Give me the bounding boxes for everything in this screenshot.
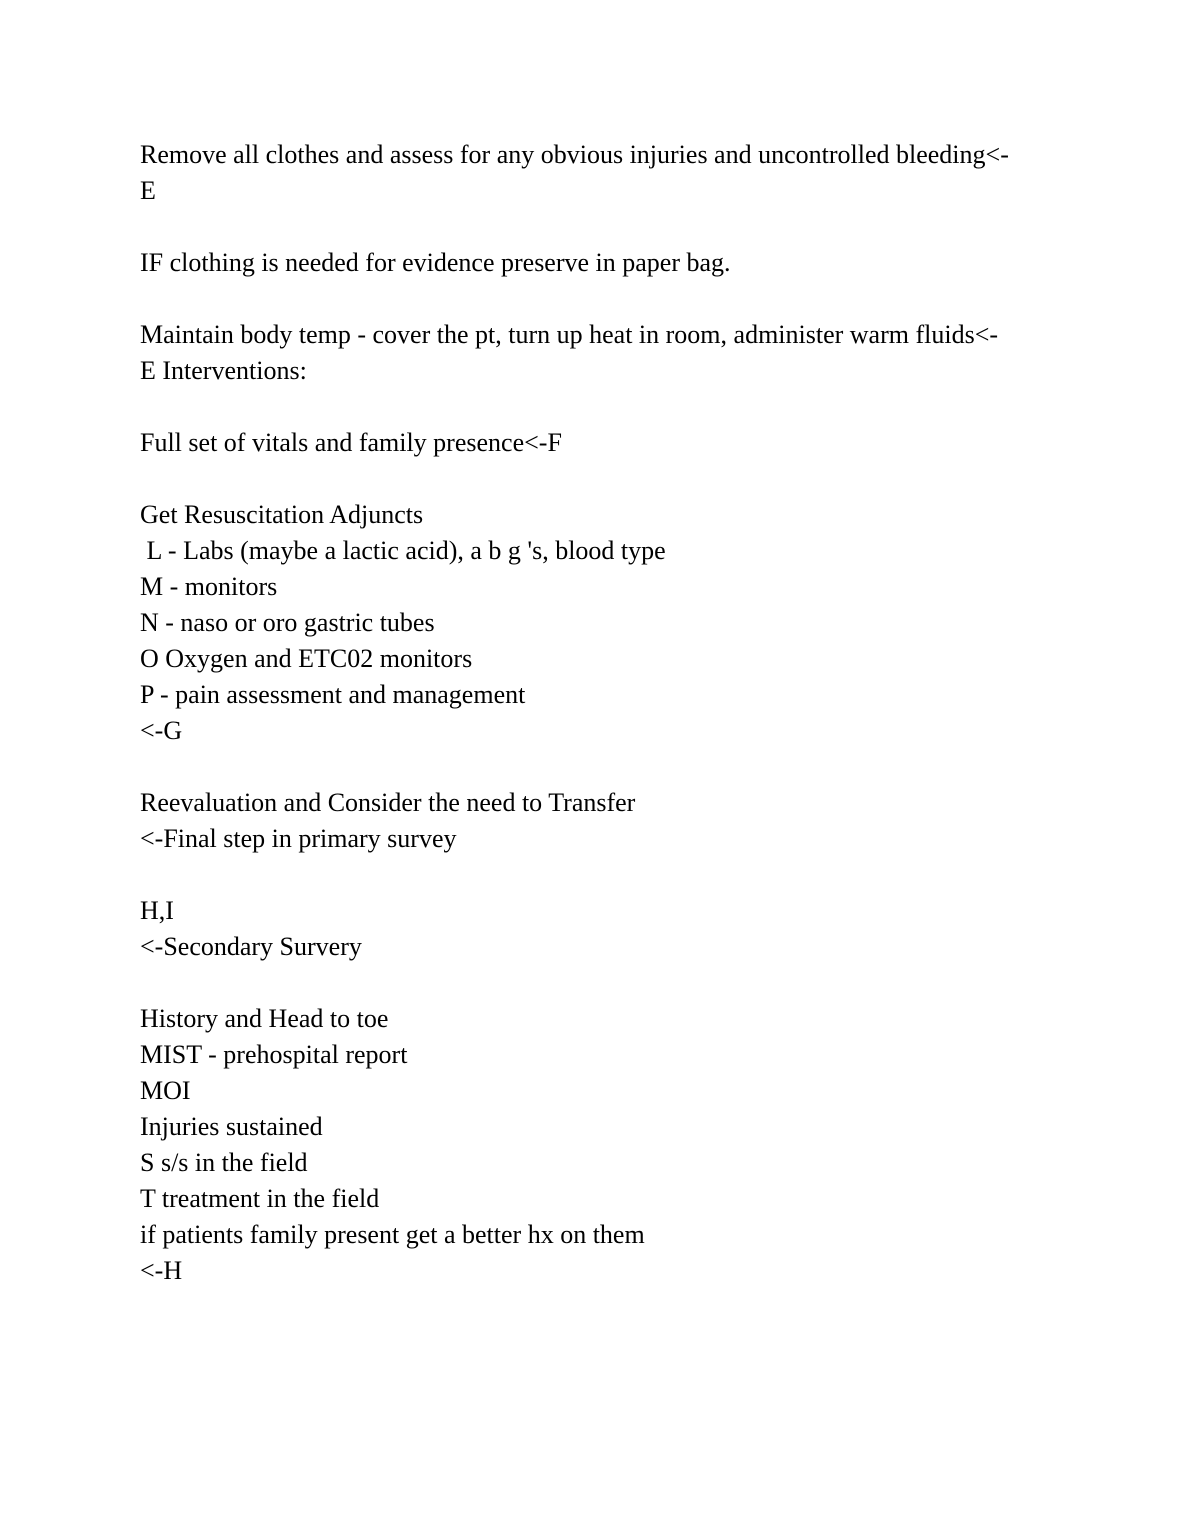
text-line: S s/s in the field [140,1148,308,1177]
text-line: Maintain body temp - cover the pt, turn up heat in room, administer warm fluids<- [140,320,999,349]
paragraph-remove-clothes [140,137,1060,209]
paragraph-history [140,1001,1060,1289]
text-line: T treatment in the field [140,1184,380,1213]
text-line: Reevaluation and Consider the need to Transfer [140,788,636,817]
text-line: MIST - prehospital report [140,1040,408,1069]
text-line: IF clothing is needed for evidence preserve in paper bag. [140,248,731,277]
text-line: E [140,176,156,205]
text-line: Remove all clothes and assess for any obvious injuries and uncontrolled bleeding<- [140,140,1009,169]
paragraph-vitals [140,425,1060,461]
paragraph-resuscitation-adjuncts [140,497,1060,749]
paragraph-secondary-survey [140,893,1060,965]
text-line: Full set of vitals and family presence<-F [140,428,562,457]
text-line: E Interventions: [140,356,307,385]
text-line: <-Secondary Survery [140,932,362,961]
text-line: H,I [140,896,174,925]
text-line: L - Labs (maybe a lactic acid), a b g 's, blood type [140,536,666,565]
text-line: History and Head to toe [140,1004,389,1033]
text-line: P - pain assessment and management [140,680,526,709]
text-line: <-H [140,1256,183,1285]
document-body [140,137,1060,1289]
paragraph-reevaluation [140,785,1060,857]
paragraph-body-temp [140,317,1060,389]
text-line: if patients family present get a better hx on them [140,1220,645,1249]
paragraph-clothing-evidence [140,245,1060,281]
text-line: Injuries sustained [140,1112,323,1141]
text-line: O Oxygen and ETC02 monitors [140,644,473,673]
text-line: Get Resuscitation Adjuncts [140,500,424,529]
text-line: MOI [140,1076,191,1105]
text-line: <-G [140,716,183,745]
text-line: <-Final step in primary survey [140,824,457,853]
text-line: M - monitors [140,572,278,601]
text-line: N - naso or oro gastric tubes [140,608,435,637]
